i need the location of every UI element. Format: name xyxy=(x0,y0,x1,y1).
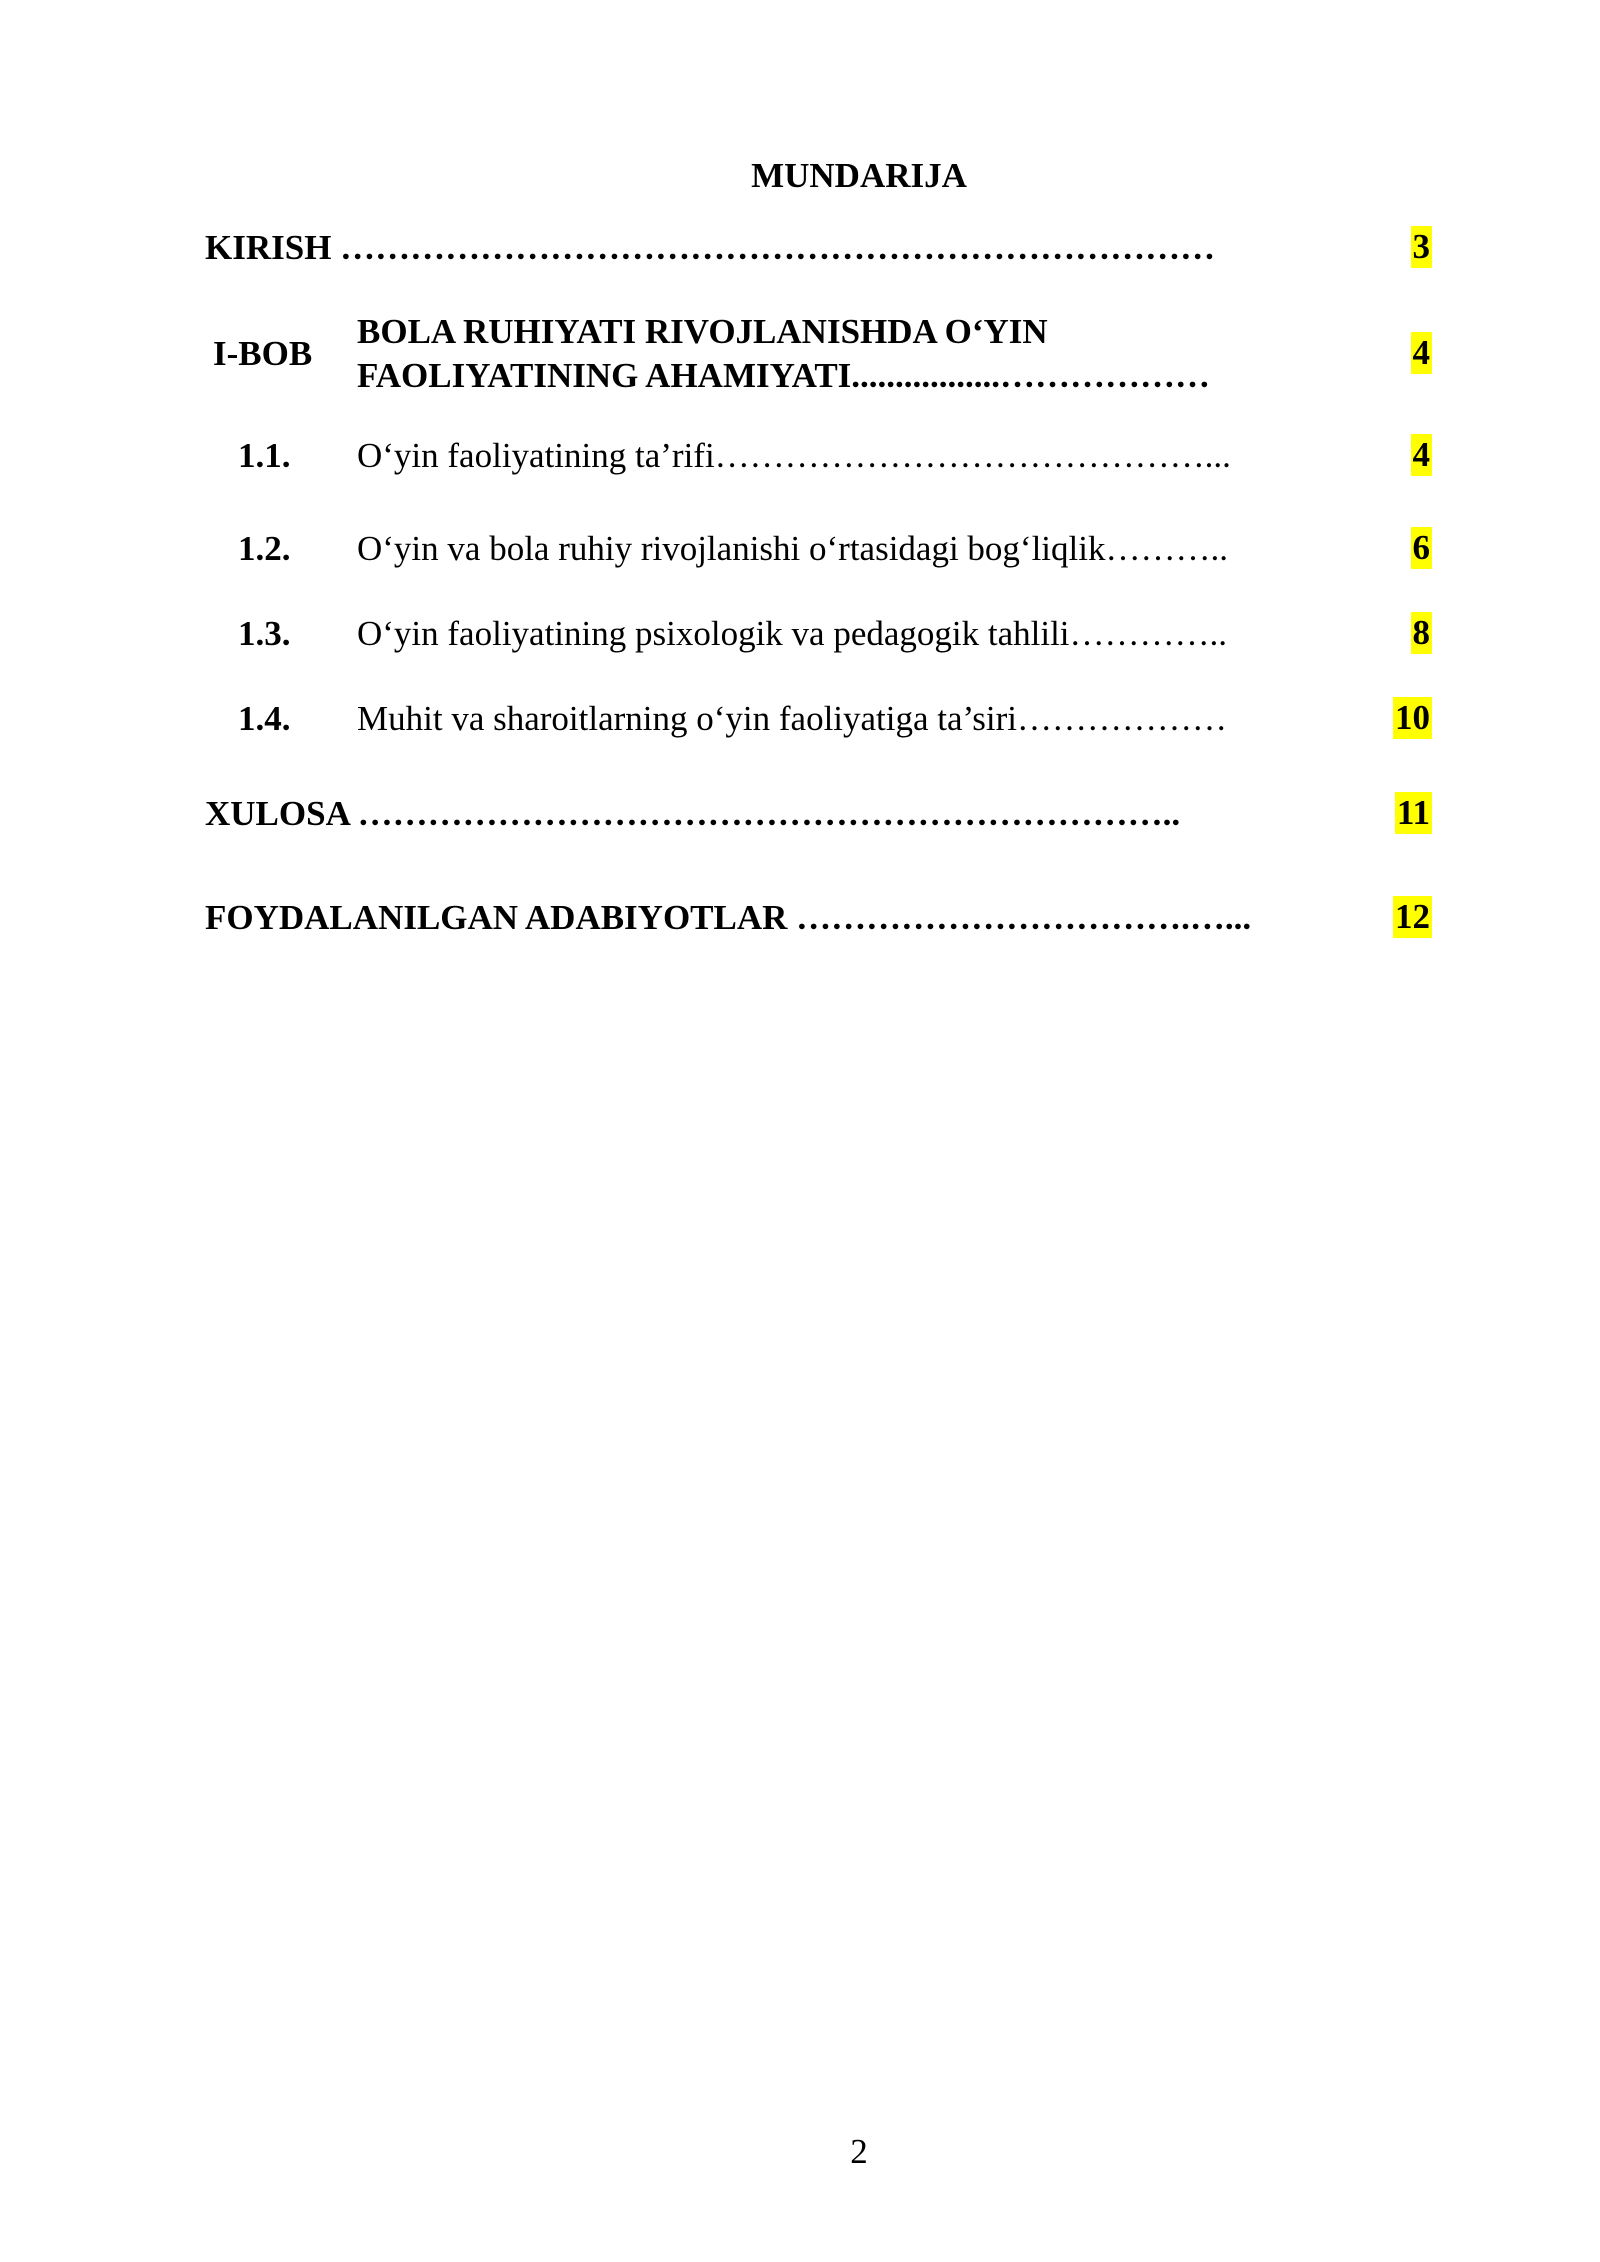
toc-page-number: 4 xyxy=(1412,333,1430,372)
toc-page-number: 3 xyxy=(1412,227,1430,266)
toc-chapter-title-line1: BOLA RUHIYATI RIVOJLANISHDA O‘YIN xyxy=(357,312,1048,351)
toc-entry-title: XULOSA …………………………………………………………….. xyxy=(205,794,1181,833)
toc-page-number: 6 xyxy=(1412,528,1430,567)
toc-entry-title: FOYDALANILGAN ADABIYOTLAR …………………………….…... xyxy=(205,898,1252,937)
toc-entry-title: KIRISH ………………………………………………………………… xyxy=(205,228,1216,267)
toc-section-title: O‘yin faoliyatining psixologik va pedagogik tahlili………….. xyxy=(357,614,1228,653)
toc-section-number: 1.4. xyxy=(238,699,291,738)
toc-section-number: 1.1. xyxy=(238,436,291,475)
toc-page-number: 4 xyxy=(1412,435,1430,474)
footer-page-number: 2 xyxy=(850,2132,868,2171)
toc-page-number: 10 xyxy=(1395,698,1430,737)
toc-chapter-title-line2: FAOLIYATINING AHAMIYATI.................……………… xyxy=(357,356,1211,395)
toc-page-number: 8 xyxy=(1412,613,1430,652)
toc-section-title: O‘yin va bola ruhiy rivojlanishi o‘rtasidagi bog‘liqlik……….. xyxy=(357,529,1228,568)
page-title: MUNDARIJA xyxy=(751,156,967,195)
toc-section-title: O‘yin faoliyatining ta’rifi……………………………………... xyxy=(357,436,1231,475)
toc-chapter-number: I-BOB xyxy=(213,334,313,373)
toc-section-title: Muhit va sharoitlarning o‘yin faoliyatiga ta’siri……………… xyxy=(357,699,1227,738)
toc-section-number: 1.2. xyxy=(238,529,291,568)
toc-page-number: 11 xyxy=(1396,793,1430,832)
toc-page-number: 12 xyxy=(1395,897,1430,936)
toc-section-number: 1.3. xyxy=(238,614,291,653)
